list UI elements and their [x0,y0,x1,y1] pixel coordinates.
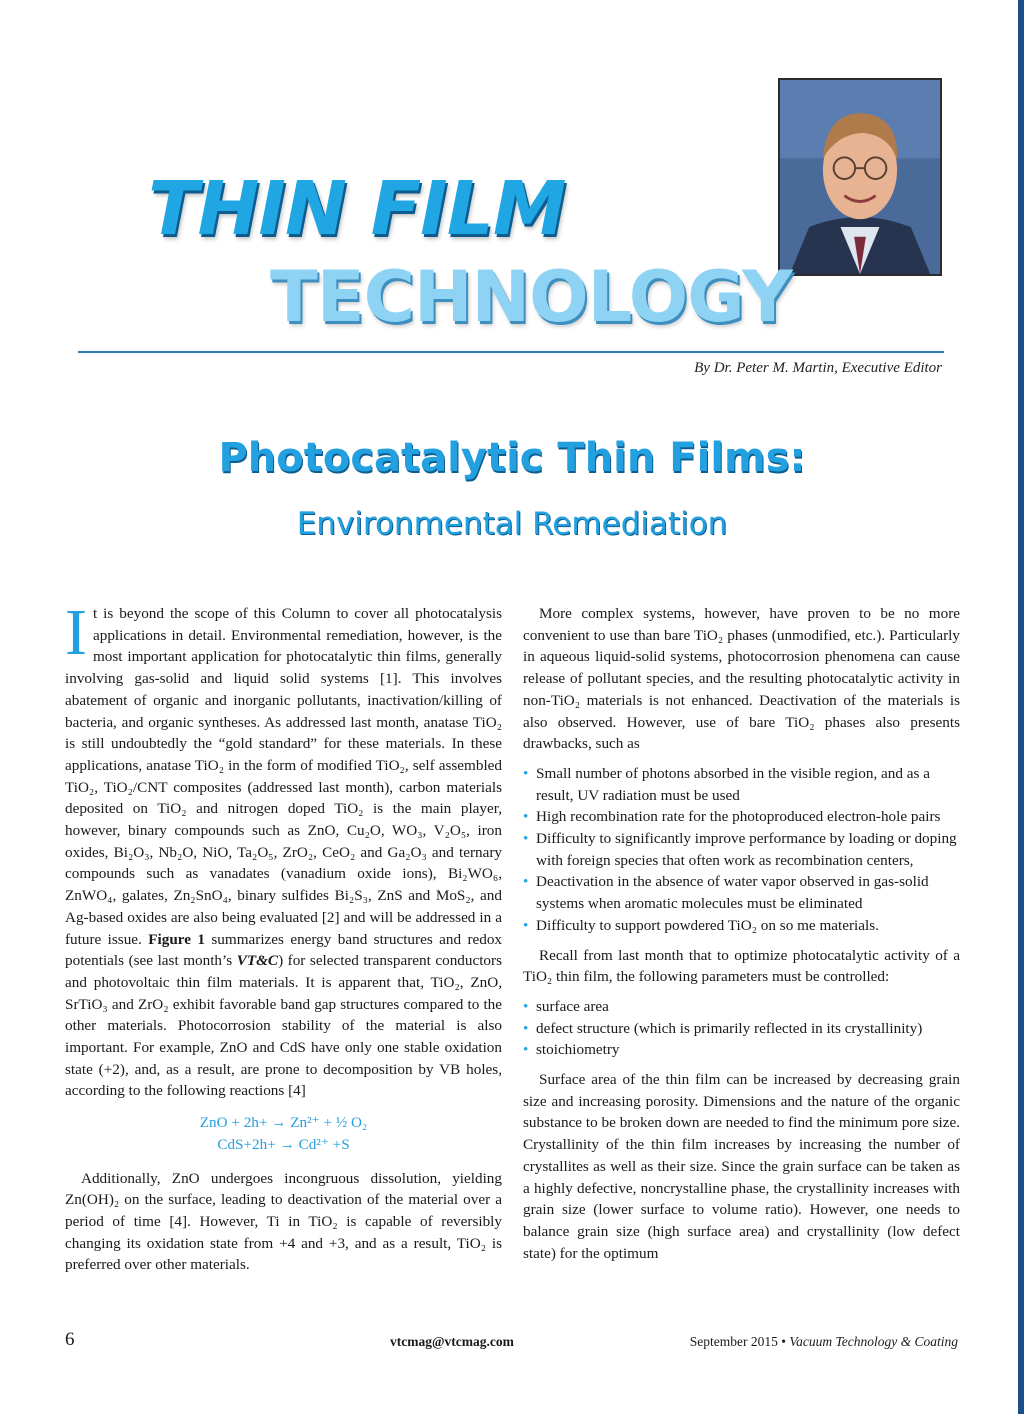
publication-name: Vacuum Technology & Coating [789,1334,958,1349]
list-item: • Small number of photons absorbed in the visible region, and as a result, UV radiation must be used [523,763,960,806]
byline: By Dr. Peter M. Martin, Executive Editor [694,360,942,376]
figure-reference: Figure 1 [148,930,205,948]
footer-separator: • [781,1334,786,1349]
header-rule [78,351,944,353]
publication-info [690,1334,958,1350]
left-column [65,596,503,1276]
vtc-reference: VT&C [236,952,279,970]
left-p1-text: t is beyond the scope of this Column to cover all photocatalysis applications in detail. Environmental remediation, however, is the most important application for photocatalytic thin films, generally involving gas-solid and liquid solid systems [1]. This involves abatement of organic and inorganic pollutants, inactivation/killing of bacteria, and organic syntheses. As addressed last month, anatase TiO₂ is still undoubtedly the “gold standard” for these materials. In these applications, anatase TiO₂ in the form of modified TiO₂, self assembled TiO₂, TiO₂/CNT composites (addressed last month), carbon materials deposited on TiO₂ and nitrogen doped TiO₂ is the main player, however, binary compounds such as ZnO, Cu₂O, WO₃, V₂O₅, iron oxides, Bi₂O₃, Nb₂O, NiO, Ta₂O₅, ZrO₂, CeO₂ and Ga₂O₃ and ternary compounds such as vanadates (vanadium oxide ions), Bi₂WO₆, ZnWO₄, galates, Zn₂SnO₄, binary sulfides Bi₂S₃, ZnS and MoS₂, and Ag-based oxides are also being evaluated [2] and will be addressed in a future issue. [65,605,502,948]
list-item: • surface area [523,996,960,1018]
email-link[interactable]: vtcmag@vtcmag.com [390,1334,514,1349]
left-p1-text-b: summarizes energy band structures and redox potentials (see last month’s [65,930,503,970]
left-paragraph-2: Additionally, ZnO undergoes incongruous dissolution, yielding Zn(OH)₂ on the surface, leading to deactivation of the material over a period of time [4]. However, Ti in TiO₂ is capable of reversibly changing its oxidation state from +4 and +3, and as a result, TiO₂ is preferred over other materials. [65,1169,502,1274]
article-subtitle: Environmental Remediation [296,506,728,542]
equation-cds: CdS+2h+ → Cd²⁺ +S [217,1135,350,1153]
right-column [523,603,960,1264]
logo-line-thin-film: THIN FILM [148,166,566,252]
drop-cap: I [65,596,87,669]
list-item: • Deactivation in the absence of water vapor observed in gas-solid systems when aromatic molecules must be eliminated [523,871,960,914]
author-photo [778,78,942,276]
equations [65,1112,502,1155]
list-item: • Difficulty to significantly improve performance by loading or doping with foreign species that often work as recombination centers, [523,828,960,871]
right-paragraph-1: More complex systems, however, have proven to be no more convenient to use than bare TiO₂ phases (unmodified, etc.). Particularly in aqueous liquid-solid systems, photocorrosion phenomena can cause release of pollutant species, and the resulting photocatalytic activity in non-TiO₂ materials is not enhanced. Deactivation of the materials is also observed. However, use of bare TiO₂ phases also presents drawbacks, such as [523,605,960,753]
page-number: 6 [65,1329,75,1350]
issue-date: September 2015 [689,1334,778,1349]
parameters-list [523,996,960,1061]
list-item: • defect structure (which is primarily reflected in its crystallinity) [523,1018,960,1040]
drawbacks-list [523,763,960,937]
right-paragraph-2: Recall from last month that to optimize photocatalytic activity of a TiO₂ thin film, the following parameters must be controlled: [523,946,960,986]
list-item: • stoichiometry [523,1039,960,1061]
logo-line-technology: TECHNOLOGY [270,256,792,338]
equation-zno: ZnO + 2h+ → Zn²⁺ + ½ O₂ [199,1114,368,1132]
left-paragraph-1 [65,596,503,1102]
article-title: Photocatalytic Thin Films: [218,435,806,481]
left-p1-text-c: ) for selected transparent conductors and photovoltaic thin film materials. It is apparent that, TiO₂, ZnO, SrTiO₃ and ZrO₂ exhibit favorable band gap structures compared to the other materials. Photocorrosion stability of the material is also important. For example, ZnO and CdS have only one stable oxidation state (+2), and, as a result, are prone to decomposition by VB holes, according to the following reactions [4] [65,952,502,1100]
right-paragraph-3: Surface area of the thin film can be increased by decreasing grain size and increasing porosity. Dimensions and the nature of the organic substance to be broken down are needed to find the minimum pore size. Crystallinity of the thin film increases by increasing the number of crystallites as well as their size. Since the grain surface can be taken as a highly defective, noncrystalline phase, the crystallinity increases with grain size (lower surface to volume ratio). However, one needs to balance grain size (high surface area) and crystallinity (low defect state) for the optimum [523,1071,960,1262]
page-edge-strip [1018,0,1024,1414]
list-item: • Difficulty to support powdered TiO₂ on so me materials. [523,915,960,937]
list-item: • High recombination rate for the photoproduced electron-hole pairs [523,806,960,828]
